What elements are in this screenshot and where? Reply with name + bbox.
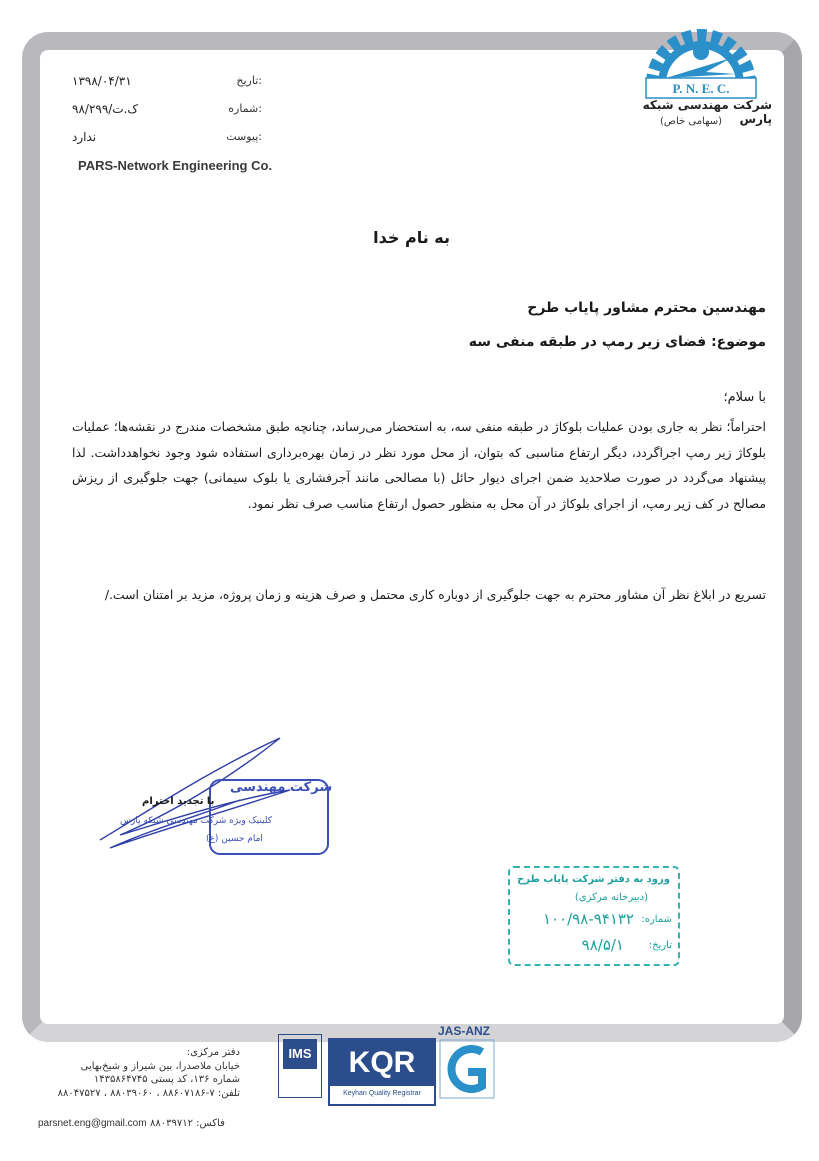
body-paragraph-2: تسریع در ابلاغ نظر آن مشاور محترم به جهت جلوگیری از دوباره کاری محتمل و صرف هزینه و زمان پروژه، مزید بر امتنان است./ [104, 587, 766, 602]
number-label: شماره: [228, 102, 262, 115]
received-stamp-subtitle: (دبیرخانه مرکزی) [574, 892, 648, 903]
received-number-value: ۱۰۰/۹۸-۹۴۱۳۲ [542, 910, 634, 928]
received-date-value: ۹۸/۵/۱ [581, 936, 624, 954]
footer-office [30, 1046, 240, 1100]
number-row [72, 102, 262, 122]
date-value: ۱۳۹۸/۰۴/۳۱ [72, 74, 132, 88]
office-title: دفتر مرکزی: [186, 1047, 240, 1058]
attachment-row [72, 130, 262, 150]
logo-letters: P. N. E. C. [672, 81, 730, 96]
jas-anz-label: JAS-ANZ [438, 1024, 491, 1038]
gear-icon [654, 37, 748, 84]
letterhead-frame [22, 32, 802, 1042]
subject-line: موضوع: فضای زیر رمپ در طبقه منفی سه [468, 334, 766, 350]
ims-label: IMS [283, 1039, 317, 1069]
received-number-label: شماره: [641, 914, 672, 925]
office-address-2: شماره ۱۳۶، کد پستی ۱۴۳۵۸۶۴۷۴۵ [93, 1074, 240, 1085]
received-stamp-title: ورود به دفتر شرکت پایاب طرح [517, 874, 670, 885]
number-value: ۹۸/ک.ت/۲۹۹ [72, 102, 139, 116]
kqr-label: KQR [330, 1040, 434, 1086]
company-type: (سهامی خاص) [659, 116, 722, 127]
kqr-cert-logo [328, 1038, 436, 1106]
footer-email: parsnet.eng@gmail.com [38, 1118, 147, 1129]
body-paragraph-1: احتراماً؛ نظر به جاری بودن عملیات بلوکاژ در طبقه منفی سه، به استحضار می‌رساند، چنانچه طبق مشخصات مندرج در نقشه‌ها؛ عملیات بلوکاژ زیر رمپ اجراگردد، دیگر ارتفاع مناسبی که بتوان، از محل مورد نظر در زمان بهره‌برداری استفاده شود وجود نخواهدداشت. لذا پیشنهاد می‌گردد در صورت صلاحدید ضمن اجرای دیوار حائل (با مصالحی مانند آجرفشاری یا بلوک سیمانی) جهت جلوگیری از ریزش مصالح در کف زیر رمپ، از اجرای بلوکاژ در آن محل به منظور حصول ارتفاع مناسب صرف نظر نمود. [72, 419, 766, 511]
addressee: مهندسین محترم مشاور پایاب طرح [527, 300, 766, 316]
attachment-value: ندارد [72, 130, 97, 144]
signature-stroke [90, 730, 340, 870]
ims-cert-logo [278, 1034, 322, 1098]
company-stamp-title: شرکت مهندسی [230, 780, 333, 795]
greeting: با سلام؛ [723, 390, 766, 405]
office-phone: تلفن: ۷-۸۸۶۰۷۱۸۶ ، ۸۸۰۳۹۰۶۰ ، ۸۸۰۴۷۵۲۷ [57, 1087, 240, 1099]
company-stamp-line: کلینیک ویژه شرکت مهندسی شبکه پارس [120, 816, 273, 826]
company-persian-name: شرکت مهندسی شبکه پارس [642, 98, 772, 126]
date-label: تاریخ: [236, 74, 262, 87]
office-address-1: خیابان ملاصدرا، بین شیراز و شیخ‌بهایی [80, 1060, 240, 1072]
header-meta [72, 74, 262, 154]
footer-fax: فاکس: ۸۸۰۳۹۷۱۲ [150, 1118, 225, 1129]
date-row [72, 74, 262, 94]
company-english-name: PARS-Network Engineering Co. [74, 158, 276, 173]
basmala: به نام خدا [373, 228, 450, 247]
received-stamp [508, 866, 680, 966]
company-stamp-line-3: امام حسین (ع) [206, 834, 263, 844]
jas-anz-cert-logo [438, 1024, 496, 1108]
received-date-label: تاریخ: [648, 940, 672, 951]
jas-anz-mark-icon [438, 1038, 496, 1100]
attachment-label: پیوست: [226, 130, 262, 143]
signature-block [90, 730, 340, 870]
signature-closing: با تجدید احترام [142, 796, 215, 807]
kqr-sublabel: Keyhan Quality Registrar [343, 1090, 421, 1097]
